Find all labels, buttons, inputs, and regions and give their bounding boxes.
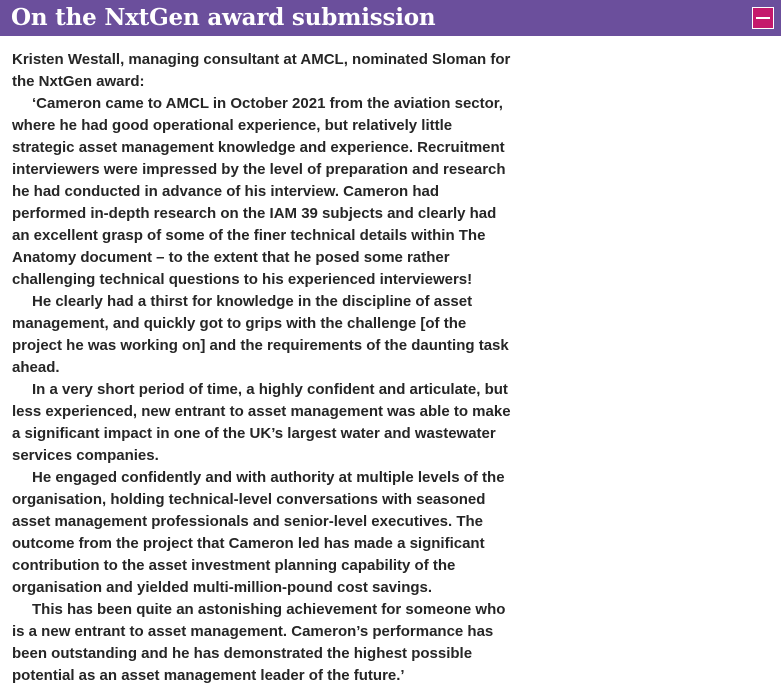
minus-icon — [756, 17, 770, 19]
quote-paragraph: In a very short period of time, a highly confident and articulate, but less experienced, new entrant to asset management was able to make a significant impact in one of the UK’s largest water and wastewater services companies. — [12, 381, 511, 464]
quote-paragraph: This has been quite an astonishing achievement for someone who is a new entrant to asset management. Cameron’s performance has been outstanding and he has demonstrated the highest possible potential as an asset management leader of the future.’ — [12, 601, 506, 684]
collapse-button[interactable] — [752, 7, 774, 29]
intro-paragraph: Kristen Westall, managing consultant at AMCL, nominated Sloman for the NxtGen award: — [12, 51, 511, 90]
article-body — [12, 49, 517, 687]
quote-paragraph: ‘Cameron came to AMCL in October 2021 from the aviation sector, where he had good operational experience, but relatively little strategic asset management knowledge and experience. Recruitment interviewers were impressed by the level of preparation and research he had conducted in advance of his interview. Cameron had performed in-depth research on the IAM 39 subjects and clearly had an excellent grasp of some of the finer technical details within The Anatomy document – to the extent that he posed some rather challenging technical questions to his experienced interviewers! — [12, 95, 506, 288]
section-title: On the NxtGen award submission — [11, 4, 436, 31]
header-bar — [0, 0, 781, 36]
quote-paragraph: He clearly had a thirst for knowledge in the discipline of asset management, and quickly got to grips with the challenge [of the project he was working on] and the requirements of the daunting task ahead. — [12, 293, 509, 376]
quote-paragraph: He engaged confidently and with authority at multiple levels of the organisation, holding technical-level conversations with seasoned asset management professionals and senior-level executives. The outcome from the project that Cameron led has made a significant contribution to the asset investment planning capability of the organisation and yielded multi-million-pound cost savings. — [12, 469, 505, 596]
